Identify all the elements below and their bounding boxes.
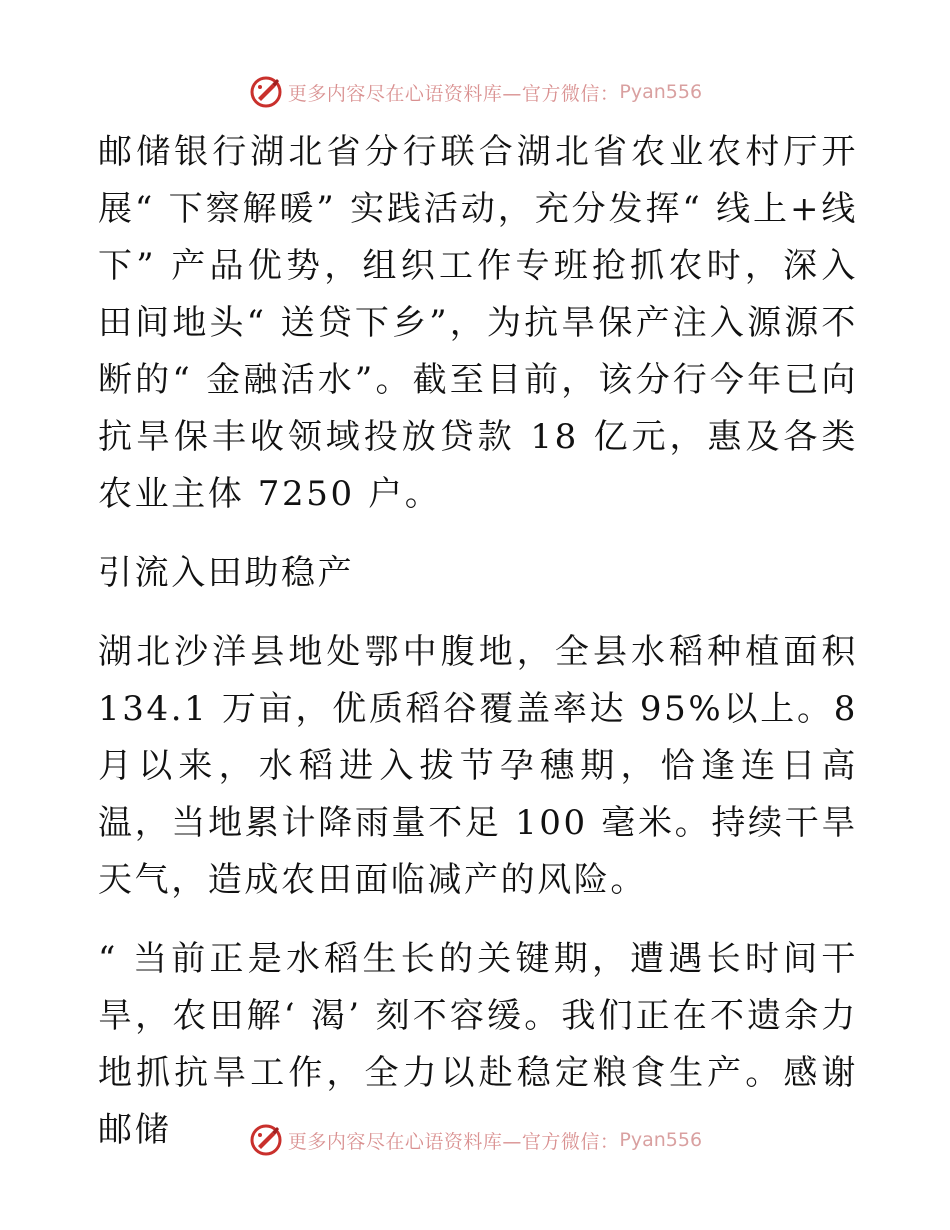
footer-banner	[0, 1120, 950, 1160]
logo-icon	[248, 1122, 284, 1158]
logo-icon	[248, 74, 284, 110]
paragraph: 湖北沙洋县地处鄂中腹地，全县水稻种植面积 134.1 万亩，优质稻谷覆盖率达 95%以上。8 月以来，水稻进入拔节孕穗期，恰逢连日高温，当地累计降雨量不足 100 毫米。持续干旱天气，造成农田面临减产的风险。	[98, 632, 858, 900]
document-body	[98, 124, 858, 1181]
paragraph: “ 当前正是水稻生长的关键期，遭遇长时间干旱，农田解‘ 渴’ 刻不容缓。我们正在不遗余力地抓抗旱工作，全力以赴稳定粮食生产。感谢邮储	[98, 939, 858, 1150]
banner-handle: Pyan556	[619, 81, 703, 103]
banner-text: 更多内容尽在心语资料库—官方微信：	[287, 82, 620, 105]
banner-handle: Pyan556	[619, 1129, 703, 1151]
header-banner	[0, 72, 950, 112]
paragraph: 邮储银行湖北省分行联合湖北省农业农村厅开展“ 下察解暖” 实践活动，充分发挥“ 线上+线下” 产品优势，组织工作专班抢抓农时，深入田间地头“ 送贷下乡”，为抗旱保产注入源源不断的“ 金融活水”。截至目前，该分行今年已向抗旱保丰收领域投放贷款 18 亿元，惠及各类农业主体 7250 户。	[98, 132, 858, 514]
banner-text: 更多内容尽在心语资料库—官方微信：	[287, 1130, 620, 1153]
section-heading: 引流入田助稳产	[98, 553, 355, 593]
